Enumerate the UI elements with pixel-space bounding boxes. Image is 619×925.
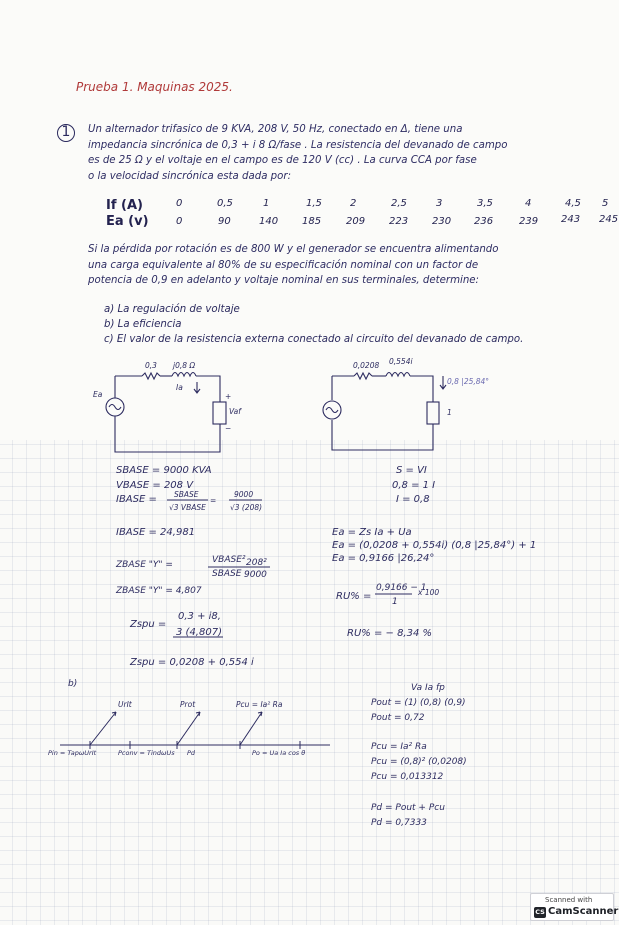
zspu-den: 3 (4,807) — [176, 627, 222, 638]
ru-value: RU% = − 8,34 % — [347, 628, 433, 639]
zspu-value: Zspu = 0,0208 + 0,554 i — [130, 657, 254, 668]
conditions-line-2: una carga equivalente al 80% de su especificación nominal con un factor de — [88, 260, 479, 271]
table-cell: 2 — [350, 198, 357, 209]
zbase-den-2: 9000 — [244, 570, 267, 580]
table-cell: 4 — [525, 198, 532, 209]
circuit2-current-label: 0,8 |25,84° — [447, 377, 490, 386]
exam-title: Prueba 1. Maquinas 2025. — [76, 80, 233, 94]
circuit2-load-label: 1 — [447, 408, 452, 417]
table-label-if: If (A) — [106, 198, 143, 213]
scanner-caption: Scanned with — [545, 896, 593, 904]
pcu-value: Pcu = 0,013312 — [371, 772, 444, 782]
camscanner-watermark — [530, 893, 619, 921]
circuit1-minus: − — [225, 424, 232, 433]
s-substitution: 0,8 = 1 I — [392, 480, 436, 491]
camscanner-logo-icon: CS — [535, 908, 545, 916]
table-cell: 185 — [302, 216, 322, 227]
table-cell: 1,5 — [306, 198, 322, 209]
ibase-frac1-num: SBASE — [174, 490, 199, 499]
table-cell: 223 — [389, 216, 409, 227]
question-number: 1 — [57, 124, 75, 142]
circuit1-plus: + — [225, 392, 232, 401]
zbase-num: VBASE² — [212, 555, 246, 565]
problem-line-1: Un alternador trifasico de 9 KVA, 208 V, 50 Hz, conectado en Δ, tiene una — [88, 124, 463, 135]
problem-line-4: o la velocidad sincrónica esta dada por: — [88, 171, 292, 182]
conditions-line-3: potencia de 0,9 en adelanto y voltaje nominal en sus terminales, determine: — [88, 275, 479, 286]
table-cell: 239 — [519, 216, 539, 227]
pcu-equation: Pcu = Ia² Ra — [371, 742, 427, 752]
ibase-value: IBASE = 24,981 — [116, 527, 196, 538]
pout-value: Pout = 0,72 — [371, 713, 425, 723]
zbase-lhs: ZBASE "Y" = — [116, 560, 173, 570]
vbase: VBASE = 208 V — [116, 480, 194, 491]
circuit1-x-label: j0,8 Ω — [173, 361, 196, 370]
pd-value: Pd = 0,7333 — [371, 818, 427, 828]
circuit1-source-label: Ea — [93, 390, 103, 399]
table-cell: 140 — [259, 216, 279, 227]
circuit2-r-label: 0,0208 — [353, 361, 380, 370]
flow-top-1: UrIt — [118, 700, 132, 709]
ibase-frac2-num: 9000 — [234, 490, 254, 499]
ea-substitution: Ea = (0,0208 + 0,554i) (0,8 |25,84°) + 1 — [332, 540, 537, 551]
table-cell: 2,5 — [391, 198, 407, 209]
table-cell: 0 — [176, 198, 183, 209]
table-cell: 3,5 — [477, 198, 493, 209]
zbase-den: SBASE — [212, 569, 242, 579]
problem-line-3: es de 25 Ω y el voltaje en el campo es de 120 V (cc) . La curva CCA por fase — [88, 155, 477, 166]
ea-equation: Ea = Zs Ia + Ua — [332, 527, 412, 538]
table-cell: 90 — [218, 216, 231, 227]
circuit1-load-label: Vaf — [229, 407, 241, 416]
problem-line-2: impedancia sincrónica de 0,3 + i 8 Ω/fase . La resistencia del devanado de campo — [88, 140, 508, 151]
ru-num: 0,9166 − 1 — [376, 583, 427, 593]
ru-den: 1 — [392, 597, 398, 607]
i-value: I = 0,8 — [396, 494, 430, 505]
table-cell: 243 — [561, 214, 581, 225]
s-equation: S = VI — [396, 465, 427, 476]
table-cell: 1 — [263, 198, 270, 209]
ru-mult: x 100 — [418, 588, 440, 597]
ibase-lhs: IBASE = — [116, 494, 157, 505]
table-cell: 0 — [176, 216, 183, 227]
ru-lhs: RU% = — [336, 591, 372, 602]
pcu-substitution: Pcu = (0,8)² (0,0208) — [371, 757, 467, 767]
item-a: a) La regulación de voltaje — [104, 304, 240, 315]
item-b: b) La eficiencia — [104, 319, 182, 330]
ibase-eq: = — [210, 496, 217, 505]
flow-bottom-1: Pin = TapωUrIt — [48, 749, 97, 757]
table-cell: 236 — [474, 216, 494, 227]
ea-value: Ea = 0,9166 |26,24° — [332, 553, 435, 564]
conditions-line-1: Si la pérdida por rotación es de 800 W y el generador se encuentra alimentando — [88, 244, 499, 255]
pout-equation: Pout = (1) (0,8) (0,9) — [371, 698, 466, 708]
table-cell: 209 — [346, 216, 366, 227]
table-cell: 3 — [436, 198, 443, 209]
flow-bottom-4: Po = Ua Ia cos θ — [252, 749, 306, 757]
flow-bottom-3: Pd — [187, 749, 196, 757]
pout-header: Va Ia fp — [411, 683, 445, 693]
item-c: c) El valor de la resistencia externa conectado al circuito del devanado de campo. — [104, 334, 524, 345]
pd-equation: Pd = Pout + Pcu — [371, 803, 445, 813]
zbase-value: ZBASE "Y" = 4,807 — [116, 586, 202, 596]
ibase-frac1-den: √3 VBASE — [169, 503, 206, 512]
circuit1-current-label: Ia — [176, 383, 183, 392]
circuit1-r-label: 0,3 — [145, 361, 157, 370]
table-cell: 230 — [432, 216, 452, 227]
zbase-num-2: 208² — [246, 558, 267, 568]
ibase-frac2-den: √3 (208) — [230, 503, 263, 512]
circuit2-x-label: 0,554i — [389, 357, 413, 366]
table-cell: 4,5 — [565, 198, 581, 209]
zspu-lhs: Zspu = — [130, 619, 167, 630]
zspu-num: 0,3 + i8, — [178, 611, 221, 622]
table-cell: 0,5 — [217, 198, 233, 209]
table-label-ea: Ea (v) — [106, 214, 149, 229]
sbase: SBASE = 9000 KVA — [116, 465, 212, 476]
flow-top-2: Prot — [180, 700, 196, 709]
flow-top-3: Pcu = Ia² Ra — [236, 700, 283, 709]
scanner-brand: CamScanner — [548, 906, 619, 917]
part-b-label: b) — [68, 679, 78, 689]
table-cell: 245 — [599, 214, 619, 225]
flow-bottom-2: Pconv = TindωUs — [118, 749, 175, 757]
table-cell: 5 — [602, 198, 609, 209]
